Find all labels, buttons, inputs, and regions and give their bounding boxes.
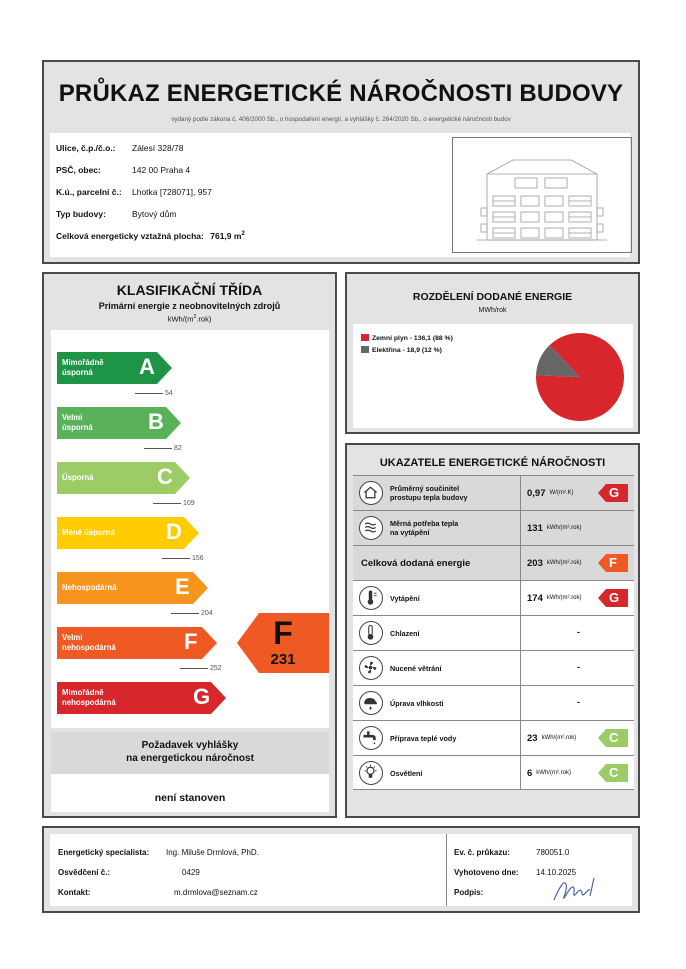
legend-gas-swatch bbox=[361, 334, 369, 341]
indicator-value: 131 kWh/(m².rok) bbox=[527, 522, 582, 534]
requirement-value: není stanoven bbox=[51, 774, 329, 812]
distribution-panel bbox=[345, 272, 640, 434]
requirement-title: Požadavek vyhlášky na energetickou náročnost bbox=[51, 732, 329, 774]
threshold-label: 156 bbox=[162, 555, 204, 562]
house-icon bbox=[359, 481, 383, 505]
class-band-e: Nehospodárná E bbox=[57, 572, 209, 604]
legend-gas: Zemní plyn - 136,1 (88 %) bbox=[361, 334, 453, 342]
indicator-name: Chlazení bbox=[390, 628, 420, 638]
indicator-row bbox=[353, 720, 634, 755]
classification-title: KLASIFIKAČNÍ TŘÍDA bbox=[116, 282, 263, 298]
indicator-row bbox=[353, 755, 634, 790]
indicator-class-badge: C bbox=[598, 729, 628, 747]
requirement-box bbox=[51, 732, 329, 812]
indicator-row bbox=[353, 475, 634, 510]
indicator-value: 174 kWh/(m².rok) bbox=[527, 592, 582, 604]
lightbulb-icon bbox=[359, 761, 383, 785]
energy-scale bbox=[51, 330, 329, 728]
threshold-label: 82 bbox=[144, 445, 182, 452]
threshold-label: 204 bbox=[171, 610, 213, 617]
building-icon bbox=[453, 138, 631, 252]
indicator-class-badge: G bbox=[598, 589, 628, 607]
page-subtitle: vydaný podle zákona č. 406/2000 Sb., o hospodaření energií, a vyhlášky č. 264/2020 Sb., o energetické náročnosti budov bbox=[171, 116, 511, 123]
threshold-label: 109 bbox=[153, 500, 195, 507]
indicator-name: Příprava teplé vody bbox=[390, 733, 457, 743]
footer-panel bbox=[42, 826, 640, 913]
indicator-value: 0,97 W/(m².K) bbox=[527, 487, 574, 499]
building-sketch bbox=[452, 137, 632, 253]
indicator-row bbox=[353, 545, 634, 580]
thermometer-hot-icon bbox=[359, 586, 383, 610]
threshold-label: 252 bbox=[180, 665, 222, 672]
legend-electricity: Elektřina - 18,9 (12 %) bbox=[361, 346, 442, 354]
indicator-row bbox=[353, 510, 634, 545]
info-row-area: Celková energeticky vztažná plocha: 761,9 $m^2$ bbox=[56, 231, 245, 241]
current-class-letter: F bbox=[273, 615, 293, 651]
distribution-chart bbox=[353, 324, 633, 428]
class-band-d: Méně úsporná D bbox=[57, 517, 200, 549]
signature-image bbox=[550, 874, 610, 904]
distribution-title: ROZDĚLENÍ DODANÉ ENERGIE bbox=[412, 291, 573, 303]
indicators-title: UKAZATELE ENERGETICKÉ NÁROČNOSTI bbox=[379, 457, 606, 469]
indicator-row bbox=[353, 650, 634, 685]
legend-electricity-swatch bbox=[361, 346, 369, 353]
building-info: Ulice, č.p./č.o.: Zálesí 328/78 PSČ, obec: 142 00 Praha 4 K.ú., parcelní č.: Lhotka [728071], 957 Typ budovy: Bytový dům Celková energeticky vztažná plocha: 761,9 $m^2$ bbox=[50, 133, 630, 257]
class-band-g: Mimořádně nehospodárná G bbox=[57, 682, 227, 714]
heat-waves-icon bbox=[359, 516, 383, 540]
thermometer-cold-icon bbox=[359, 621, 383, 645]
class-band-f: Velmi nehospodárná F bbox=[57, 627, 218, 659]
indicator-name: Úprava vlhkosti bbox=[390, 698, 444, 708]
footer-divider bbox=[446, 834, 447, 906]
footer-content: Energetický specialista: Ing. Miluše Drmlová, PhD. Osvědčení č.: 0429 Kontakt: m.drmlova@seznam.cz Ev. č. průkazu: 780051.0 Vyhotoveno dne: 14.10.2025 Podpis: bbox=[50, 834, 632, 906]
indicator-class-badge: C bbox=[598, 764, 628, 782]
distribution-unit: MWh/rok bbox=[478, 307, 507, 314]
indicator-name: Osvětlení bbox=[390, 768, 423, 778]
page-title: PRŮKAZ ENERGETICKÉ NÁROČNOSTI BUDOVY bbox=[58, 80, 624, 107]
class-band-b: Velmi úsporná B bbox=[57, 407, 182, 439]
class-band-c: Úsporná C bbox=[57, 462, 191, 494]
indicator-row bbox=[353, 685, 634, 720]
indicator-value: - bbox=[577, 662, 580, 672]
header-panel bbox=[42, 60, 640, 264]
indicator-value: 6 kWh/(m².rok) bbox=[527, 767, 571, 779]
indicator-name: Nucené větrání bbox=[390, 663, 442, 673]
pie-chart bbox=[535, 332, 625, 422]
faucet-icon bbox=[359, 726, 383, 750]
classification-subtitle: Primární energie z neobnovitelných zdrojů bbox=[98, 301, 281, 311]
indicator-class-badge: G bbox=[598, 484, 628, 502]
indicator-class-badge: F bbox=[598, 554, 628, 572]
indicator-name: Průměrný součinitel prostupu tepla budovy bbox=[390, 484, 468, 502]
indicator-value: - bbox=[577, 697, 580, 707]
classification-panel bbox=[42, 272, 337, 818]
fan-icon bbox=[359, 656, 383, 680]
indicator-name: Vytápění bbox=[390, 593, 420, 603]
humidity-icon bbox=[359, 691, 383, 715]
current-class-marker bbox=[237, 613, 335, 673]
indicator-value: 203 kWh/(m².rok) bbox=[527, 557, 582, 569]
classification-unit: kWh/$(m^2.rok)$ bbox=[167, 314, 212, 324]
indicator-value: - bbox=[577, 627, 580, 637]
indicator-value: 23 kWh/(m².rok) bbox=[527, 732, 577, 744]
indicator-row bbox=[353, 615, 634, 650]
threshold-label: 54 bbox=[135, 390, 173, 397]
indicators-panel bbox=[345, 443, 640, 818]
indicator-row bbox=[353, 580, 634, 615]
class-band-a: Mimořádně úsporná A bbox=[57, 352, 173, 384]
indicator-name: Celková dodaná energie bbox=[361, 557, 471, 569]
indicator-name: Měrná potřeba tepla na vytápění bbox=[390, 519, 459, 537]
current-class-value: 231 bbox=[270, 651, 296, 668]
